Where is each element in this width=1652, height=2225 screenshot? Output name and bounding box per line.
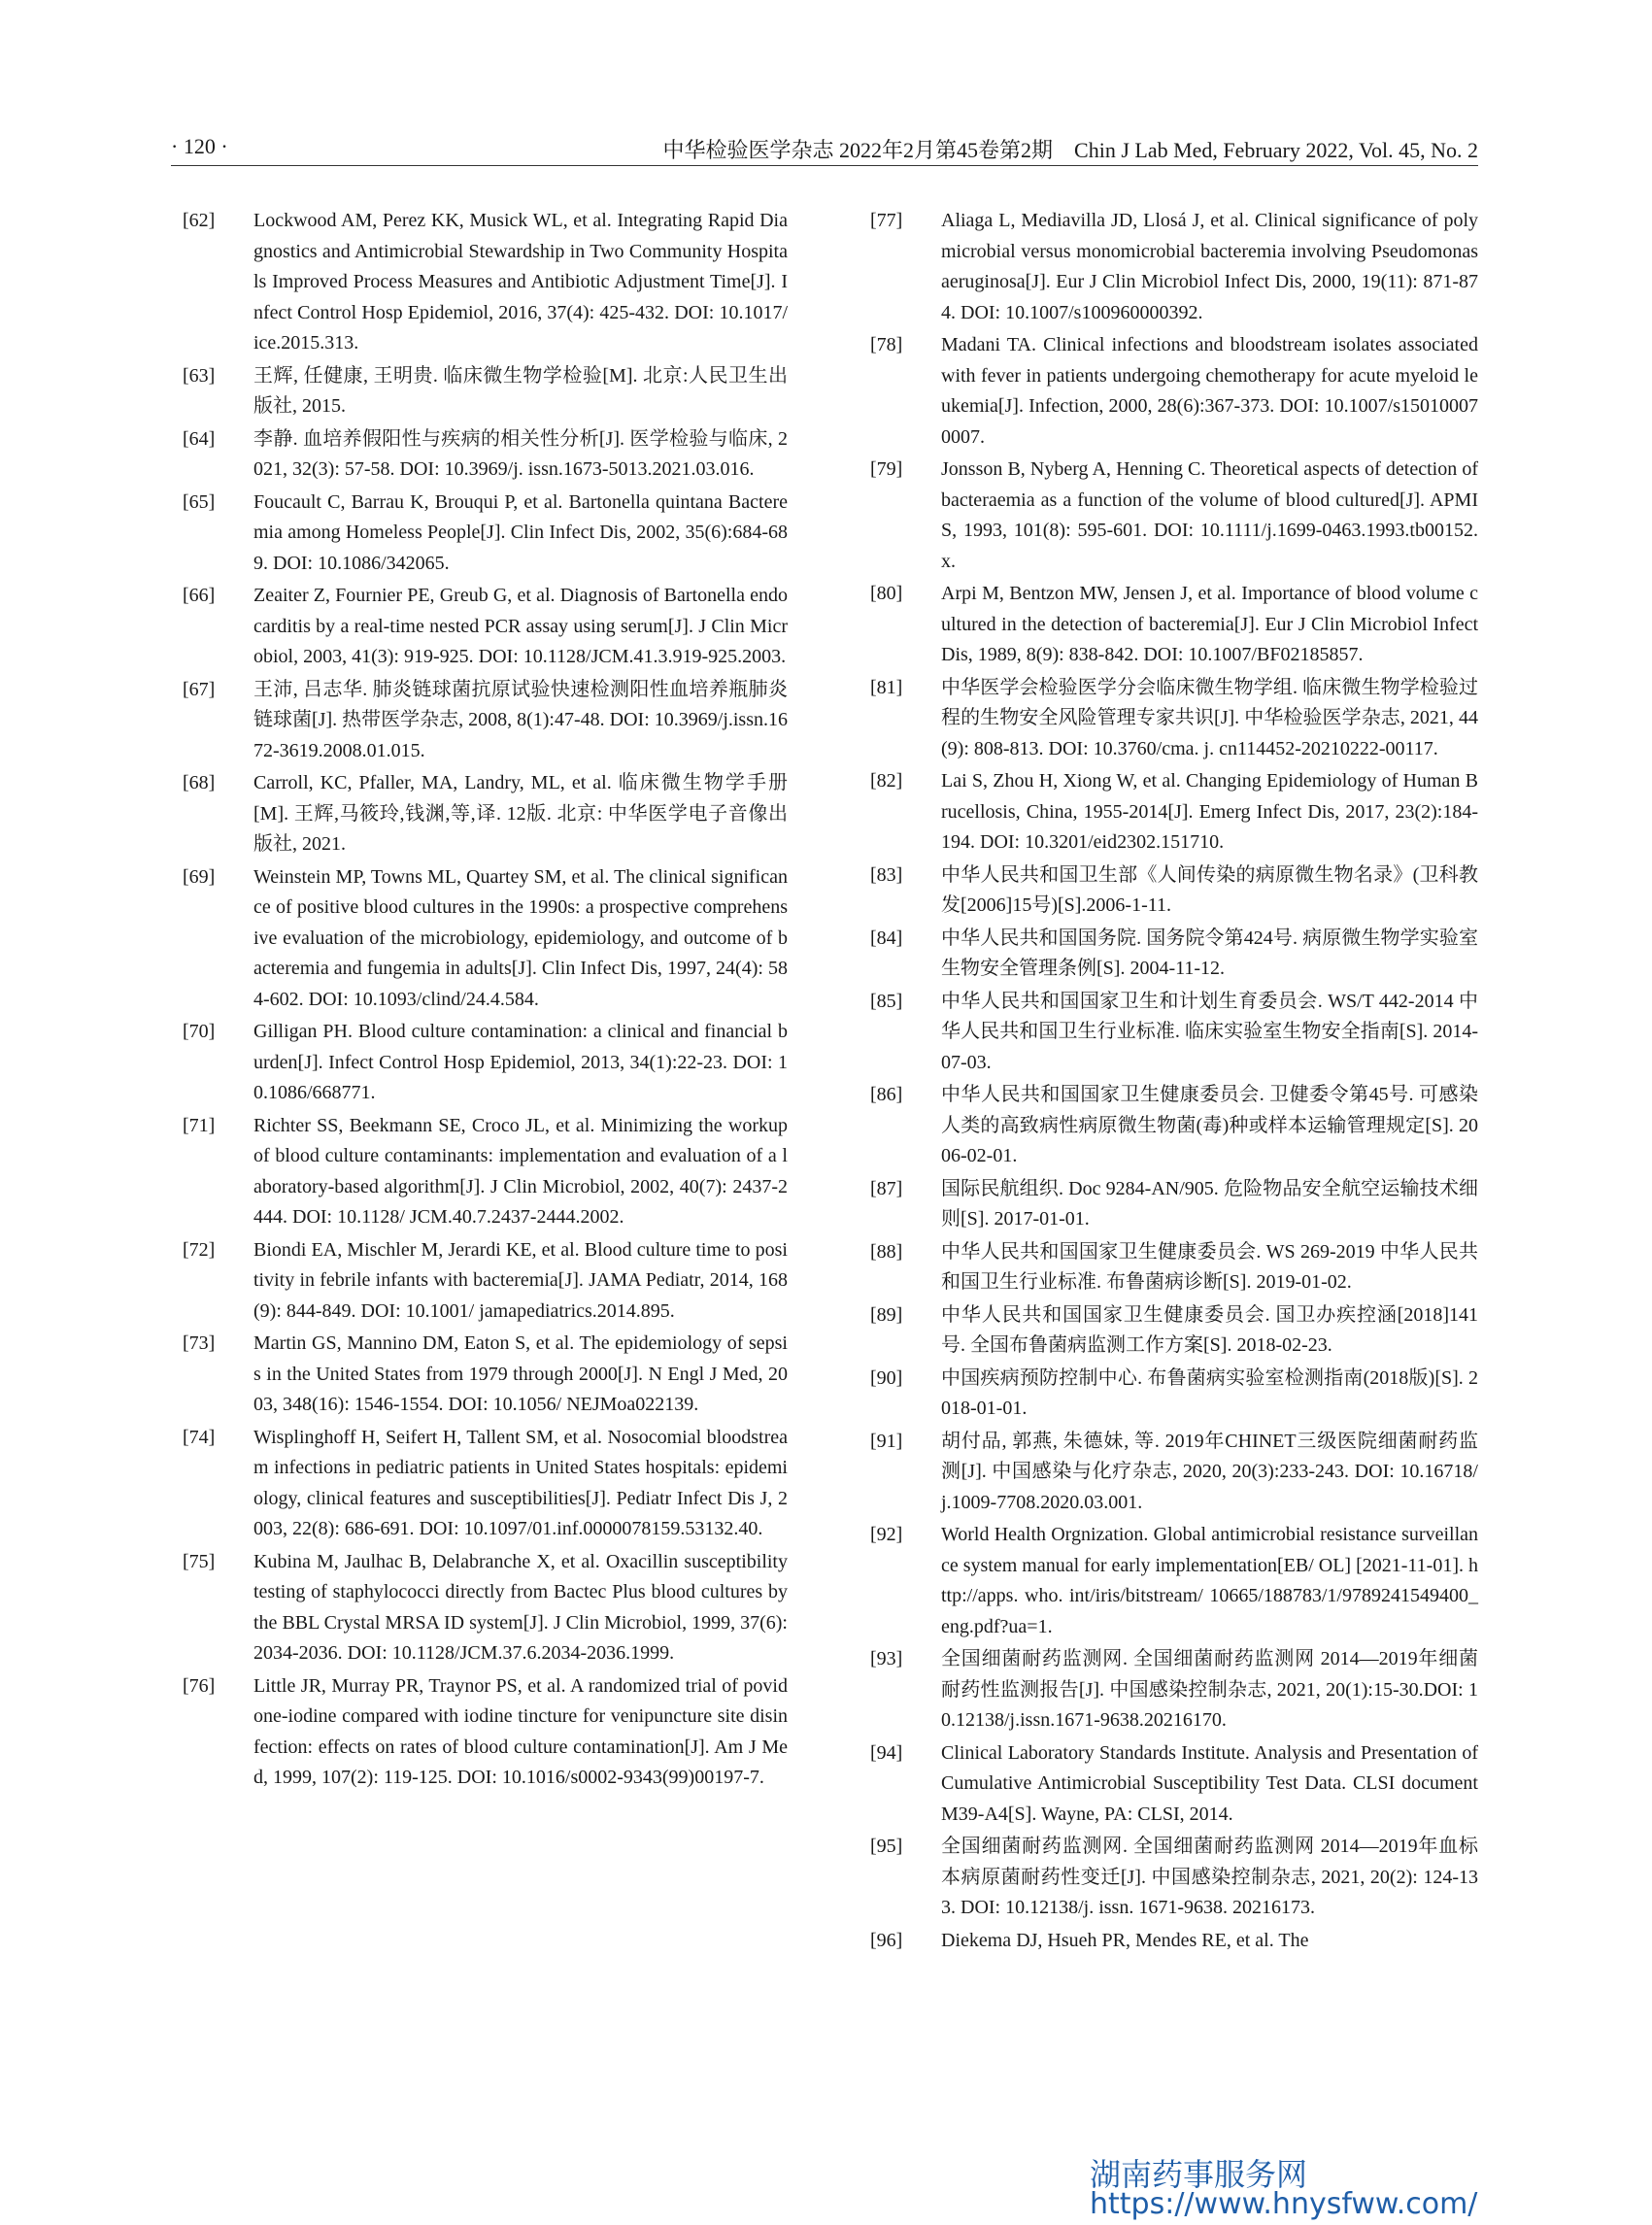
reference-number: [92] [870, 1524, 903, 1545]
reference-number: [71] [183, 1114, 216, 1136]
watermark-url[interactable]: https://www.hnysfww.com/ [1090, 2187, 1478, 2221]
reference-item [870, 987, 1478, 1079]
reference-text: Weinstein MP, Towns ML, Quartey SM, et al. The clinical significance of positive blood cultures in the 1990s: a prospective comprehensive evaluation of the microbiology, epidemiology, and outcome of bacteremia and fungemia in adults[J]. Clin Infect Dis, 1997, 24(4): 584-602. DOI: 10.1093/clind/24.4.584. [253, 865, 788, 1010]
watermark-name: 湖南药事服务网 [1090, 2156, 1308, 2193]
reference-number: [62] [183, 210, 216, 231]
reference-number: [89] [870, 1303, 903, 1326]
reference-number: [82] [870, 770, 903, 792]
reference-text: Arpi M, Bentzon MW, Jensen J, et al. Importance of blood volume cultured in the detection of bacteremia[J]. Eur J Clin Microbiol Infect Dis, 1989, 8(9): 838-842. DOI: 10.1007/BF02185857. [941, 583, 1478, 665]
reference-number: [80] [870, 583, 903, 604]
reference-number: [68] [183, 772, 216, 793]
reference-number: [88] [870, 1240, 903, 1263]
reference-number: [65] [183, 490, 216, 513]
reference-number: [75] [183, 1550, 216, 1572]
reference-item [183, 862, 788, 1016]
reference-item [870, 206, 1478, 328]
reference-number: [76] [183, 1674, 216, 1697]
reference-text: 中国疾病预防控制中心. 布鲁菌病实验室检测指南(2018版)[S]. 2018-01-01. [941, 1366, 1478, 1419]
reference-item [870, 1644, 1478, 1736]
reference-text: 胡付品, 郭燕, 朱德妹, 等. 2019年CHINET三级医院细菌耐药监测[J]. 中国感染与化疗杂志, 2020, 20(3):233-243. DOI: 10.16718/j.1009-7708.2020.03.001. [941, 1430, 1478, 1513]
reference-text: Clinical Laboratory Standards Institute. Analysis and Presentation of Cumulative Antimicrobial Susceptibility Test Data. CLSI document M39-A4[S]. Wayne, PA: CLSI, 2014. [941, 1741, 1478, 1825]
reference-text: 王辉, 任健康, 王明贵. 临床微生物学检验[M]. 北京:人民卫生出版社, 2015. [253, 364, 788, 417]
reference-number: [83] [870, 863, 903, 886]
reference-text: 王沛, 吕志华. 肺炎链球菌抗原试验快速检测阳性血培养瓶肺炎链球菌[J]. 热带医学杂志, 2008, 8(1):47-48. DOI: 10.3969/j.issn.1672-3619.2008.01.015. [253, 678, 788, 761]
reference-item [870, 455, 1478, 577]
reference-item [183, 1111, 788, 1233]
reference-item [183, 424, 788, 486]
reference-item [183, 1017, 788, 1109]
reference-text: Biondi EA, Mischler M, Jerardi KE, et al. Blood culture time to positivity in febrile infants with bacteremia[J]. JAMA Pediatr, 2014, 168(9): 844-849. DOI: 10.1001/ jamapediatrics.2014.895. [253, 1238, 788, 1322]
running-header [171, 134, 1478, 166]
reference-number: [84] [870, 927, 903, 949]
reference-column-left [183, 206, 788, 1796]
reference-item [183, 1235, 788, 1328]
reference-text: 全国细菌耐药监测网. 全国细菌耐药监测网 2014—2019年血标本病原菌耐药性变迁[J]. 中国感染控制杂志, 2021, 20(2): 124-133. DOI: 10.12138/j. issn. 1671-9638. 20216173. [941, 1836, 1478, 1918]
reference-text: Martin GS, Mannino DM, Eaton S, et al. The epidemiology of sepsis in the United States from 1979 through 2000[J]. N Engl J Med, 2003, 348(16): 1546-1554. DOI: 10.1056/ NEJMoa022139. [253, 1332, 788, 1415]
reference-number: [91] [870, 1430, 903, 1452]
reference-number: [94] [870, 1741, 903, 1764]
reference-number: [72] [183, 1238, 216, 1261]
reference-text: Little JR, Murray PR, Traynor PS, et al. A randomized trial of povidone-iodine compared with iodine tincture for venipuncture site disinfection: effects on rates of blood culture contamination[J]. Am J Med, 1999, 107(2): 119-125. DOI: 10.1016/s0002-9343(99)00197-7. [253, 1674, 788, 1788]
reference-item [870, 1080, 1478, 1172]
reference-item [183, 361, 788, 422]
reference-number: [67] [183, 678, 216, 700]
reference-text: 中华人民共和国卫生部《人间传染的病原微生物名录》(卫科教发[2006]15号)[S].2006-1-11. [941, 863, 1478, 916]
reference-item [870, 1174, 1478, 1235]
reference-item [183, 1671, 788, 1794]
reference-item [183, 206, 788, 359]
page-number: · 120 · [171, 134, 228, 158]
reference-number: [79] [870, 458, 903, 480]
reference-number: [64] [183, 427, 216, 450]
reference-item [183, 675, 788, 767]
reference-number: [93] [870, 1648, 903, 1669]
reference-number: [96] [870, 1929, 903, 1951]
reference-number: [73] [183, 1332, 216, 1354]
reference-item [870, 1520, 1478, 1642]
reference-text: Carroll, KC, Pfaller, MA, Landry, ML, et al. 临床微生物学手册[M]. 王辉,马筱玲,钱渊,等,译. 12版. 北京: 中华医学电子音像出版社, 2021. [253, 772, 788, 855]
reference-number: [85] [870, 990, 903, 1012]
reference-text: 中华人民共和国国务院. 国务院令第424号. 病原微生物学实验室生物安全管理条例[S]. 2004-11-12. [941, 927, 1478, 979]
reference-item [870, 924, 1478, 985]
reference-text: Kubina M, Jaulhac B, Delabranche X, et al. Oxacillin susceptibility testing of staphylococci directly from Bactec Plus blood cultures by the BBL Crystal MRSA ID system[J]. J Clin Microbiol, 1999, 37(6): 2034-2036. DOI: 10.1128/JCM.37.6.2034-2036.1999. [253, 1550, 788, 1664]
reference-text: Lai S, Zhou H, Xiong W, et al. Changing Epidemiology of Human Brucellosis, China, 1955-2014[J]. Emerg Infect Dis, 2017, 23(2):184-194. DOI: 10.3201/eid2302.151710. [941, 770, 1478, 853]
reference-number: [77] [870, 210, 903, 231]
reference-item [870, 579, 1478, 671]
reference-text: Jonsson B, Nyberg A, Henning C. Theoretical aspects of detection of bacteraemia as a function of the volume of blood cultured[J]. APMIS, 1993, 101(8): 595-601. DOI: 10.1111/j.1699-0463.1993.tb00152.x. [941, 458, 1478, 572]
reference-item [870, 860, 1478, 922]
reference-item [183, 488, 788, 580]
reference-number: [70] [183, 1021, 216, 1042]
reference-text: 中华人民共和国国家卫生健康委员会. 国卫办疾控涵[2018]141号. 全国布鲁菌病监测工作方案[S]. 2018-02-23. [941, 1303, 1478, 1356]
reference-item [183, 581, 788, 673]
reference-number: [66] [183, 585, 216, 606]
reference-number: [87] [870, 1177, 903, 1199]
reference-number: [95] [870, 1836, 903, 1857]
reference-item [183, 768, 788, 860]
reference-number: [90] [870, 1366, 903, 1389]
reference-item [870, 330, 1478, 453]
reference-text: 中华人民共和国国家卫生健康委员会. 卫健委令第45号. 可感染人类的高致病性病原微生物菌(毒)种或样本运输管理规定[S]. 2006-02-01. [941, 1084, 1478, 1166]
reference-number: [69] [183, 865, 216, 888]
reference-item [870, 1738, 1478, 1831]
reference-column-right [870, 206, 1478, 1958]
reference-item [870, 766, 1478, 859]
reference-text: Richter SS, Beekmann SE, Croco JL, et al. Minimizing the workup of blood culture contaminants: implementation and evaluation of a laboratory-based algorithm[J]. J Clin Microbiol, 2002, 40(7): 2437-2444. DOI: 10.1128/ JCM.40.7.2437-2444.2002. [253, 1114, 788, 1228]
reference-item [870, 1300, 1478, 1362]
reference-item [183, 1423, 788, 1545]
reference-text: 李静. 血培养假阳性与疾病的相关性分析[J]. 医学检验与临床, 2021, 32(3): 57-58. DOI: 10.3969/j. issn.1673-5013.2021.03.016. [253, 427, 788, 480]
reference-text: 全国细菌耐药监测网. 全国细菌耐药监测网 2014—2019年细菌耐药性监测报告[J]. 中国感染控制杂志, 2021, 20(1):15-30.DOI: 10.12138/j.issn.1671-9638.20216170. [941, 1648, 1478, 1731]
reference-text: Zeaiter Z, Fournier PE, Greub G, et al. Diagnosis of Bartonella endocarditis by a real-time nested PCR assay using serum[J]. J Clin Microbiol, 2003, 41(3): 919-925. DOI: 10.1128/JCM.41.3.919-925.2003. [253, 585, 788, 667]
reference-text: 中华人民共和国国家卫生健康委员会. WS 269-2019 中华人民共和国卫生行业标准. 布鲁菌病诊断[S]. 2019-01-02. [941, 1240, 1478, 1293]
reference-number: [63] [183, 364, 216, 387]
reference-item [870, 1427, 1478, 1519]
reference-text: 国际民航组织. Doc 9284-AN/905. 危险物品安全航空运输技术细则[S]. 2017-01-01. [941, 1177, 1478, 1230]
journal-citation: 中华检验医学杂志 2022年2月第45卷第2期 Chin J Lab Med, February 2022, Vol. 45, No. 2 [662, 138, 1478, 162]
reference-number: [78] [870, 334, 903, 355]
reference-item [183, 1547, 788, 1669]
reference-item [870, 1237, 1478, 1298]
reference-item [183, 1329, 788, 1421]
reference-text: Wisplinghoff H, Seifert H, Tallent SM, et al. Nosocomial bloodstream infections in pediatric patients in United States hospitals: epidemiology, clinical features and susceptibilities[J]. Pediatr Infect Dis J, 2003, 22(8): 686-691. DOI: 10.1097/01.inf.0000078159.53132.40. [253, 1426, 788, 1539]
reference-text: World Health Orgnization. Global antimicrobial resistance surveillance system manual for early implementation[EB/ OL] [2021-11-01]. http://apps. who. int/iris/bitstream/ 10665/188783/1/9789241549400_eng.pdf?ua=1. [941, 1524, 1478, 1637]
reference-item [870, 1926, 1478, 1957]
reference-item [870, 673, 1478, 765]
reference-text: Madani TA. Clinical infections and bloodstream isolates associated with fever in patients undergoing chemotherapy for acute myeloid leukemia[J]. Infection, 2000, 28(6):367-373. DOI: 10.1007/s150100070007. [941, 334, 1478, 448]
reference-text: 中华人民共和国国家卫生和计划生育委员会. WS/T 442-2014 中华人民共和国卫生行业标准. 临床实验室生物安全指南[S]. 2014-07-03. [941, 990, 1478, 1073]
reference-text: Lockwood AM, Perez KK, Musick WL, et al. Integrating Rapid Diagnostics and Antimicrobial Stewardship in Two Community Hospitals Improved Process Measures and Antibiotic Adjustment Time[J]. Infect Control Hosp Epidemiol, 2016, 37(4): 425-432. DOI: 10.1017/ ice.2015.313. [253, 210, 788, 354]
reference-text: Foucault C, Barrau K, Brouqui P, et al. Bartonella quintana Bacteremia among Homeless People[J]. Clin Infect Dis, 2002, 35(6):684-689. DOI: 10.1086/342065. [253, 490, 788, 574]
reference-text: 中华医学会检验医学分会临床微生物学组. 临床微生物学检验过程的生物安全风险管理专家共识[J]. 中华检验医学杂志, 2021, 44(9): 808-813. DOI: 10.3760/cma. j. cn114452-20210222-00117. [941, 676, 1478, 759]
reference-number: [81] [870, 676, 903, 698]
reference-item [870, 1832, 1478, 1924]
reference-text: Aliaga L, Mediavilla JD, Llosá J, et al. Clinical significance of polymicrobial versus monomicrobial bacteremia involving Pseudomonas aeruginosa[J]. Eur J Clin Microbiol Infect Dis, 2000, 19(11): 871-874. DOI: 10.1007/s100960000392. [941, 210, 1478, 323]
reference-text: Gilligan PH. Blood culture contamination: a clinical and financial burden[J]. Infect Control Hosp Epidemiol, 2013, 34(1):22-23. DOI: 10.1086/668771. [253, 1021, 788, 1103]
reference-number: [86] [870, 1084, 903, 1105]
reference-item [870, 1364, 1478, 1425]
reference-number: [74] [183, 1426, 216, 1448]
reference-text: Diekema DJ, Hsueh PR, Mendes RE, et al. The [941, 1929, 1309, 1951]
